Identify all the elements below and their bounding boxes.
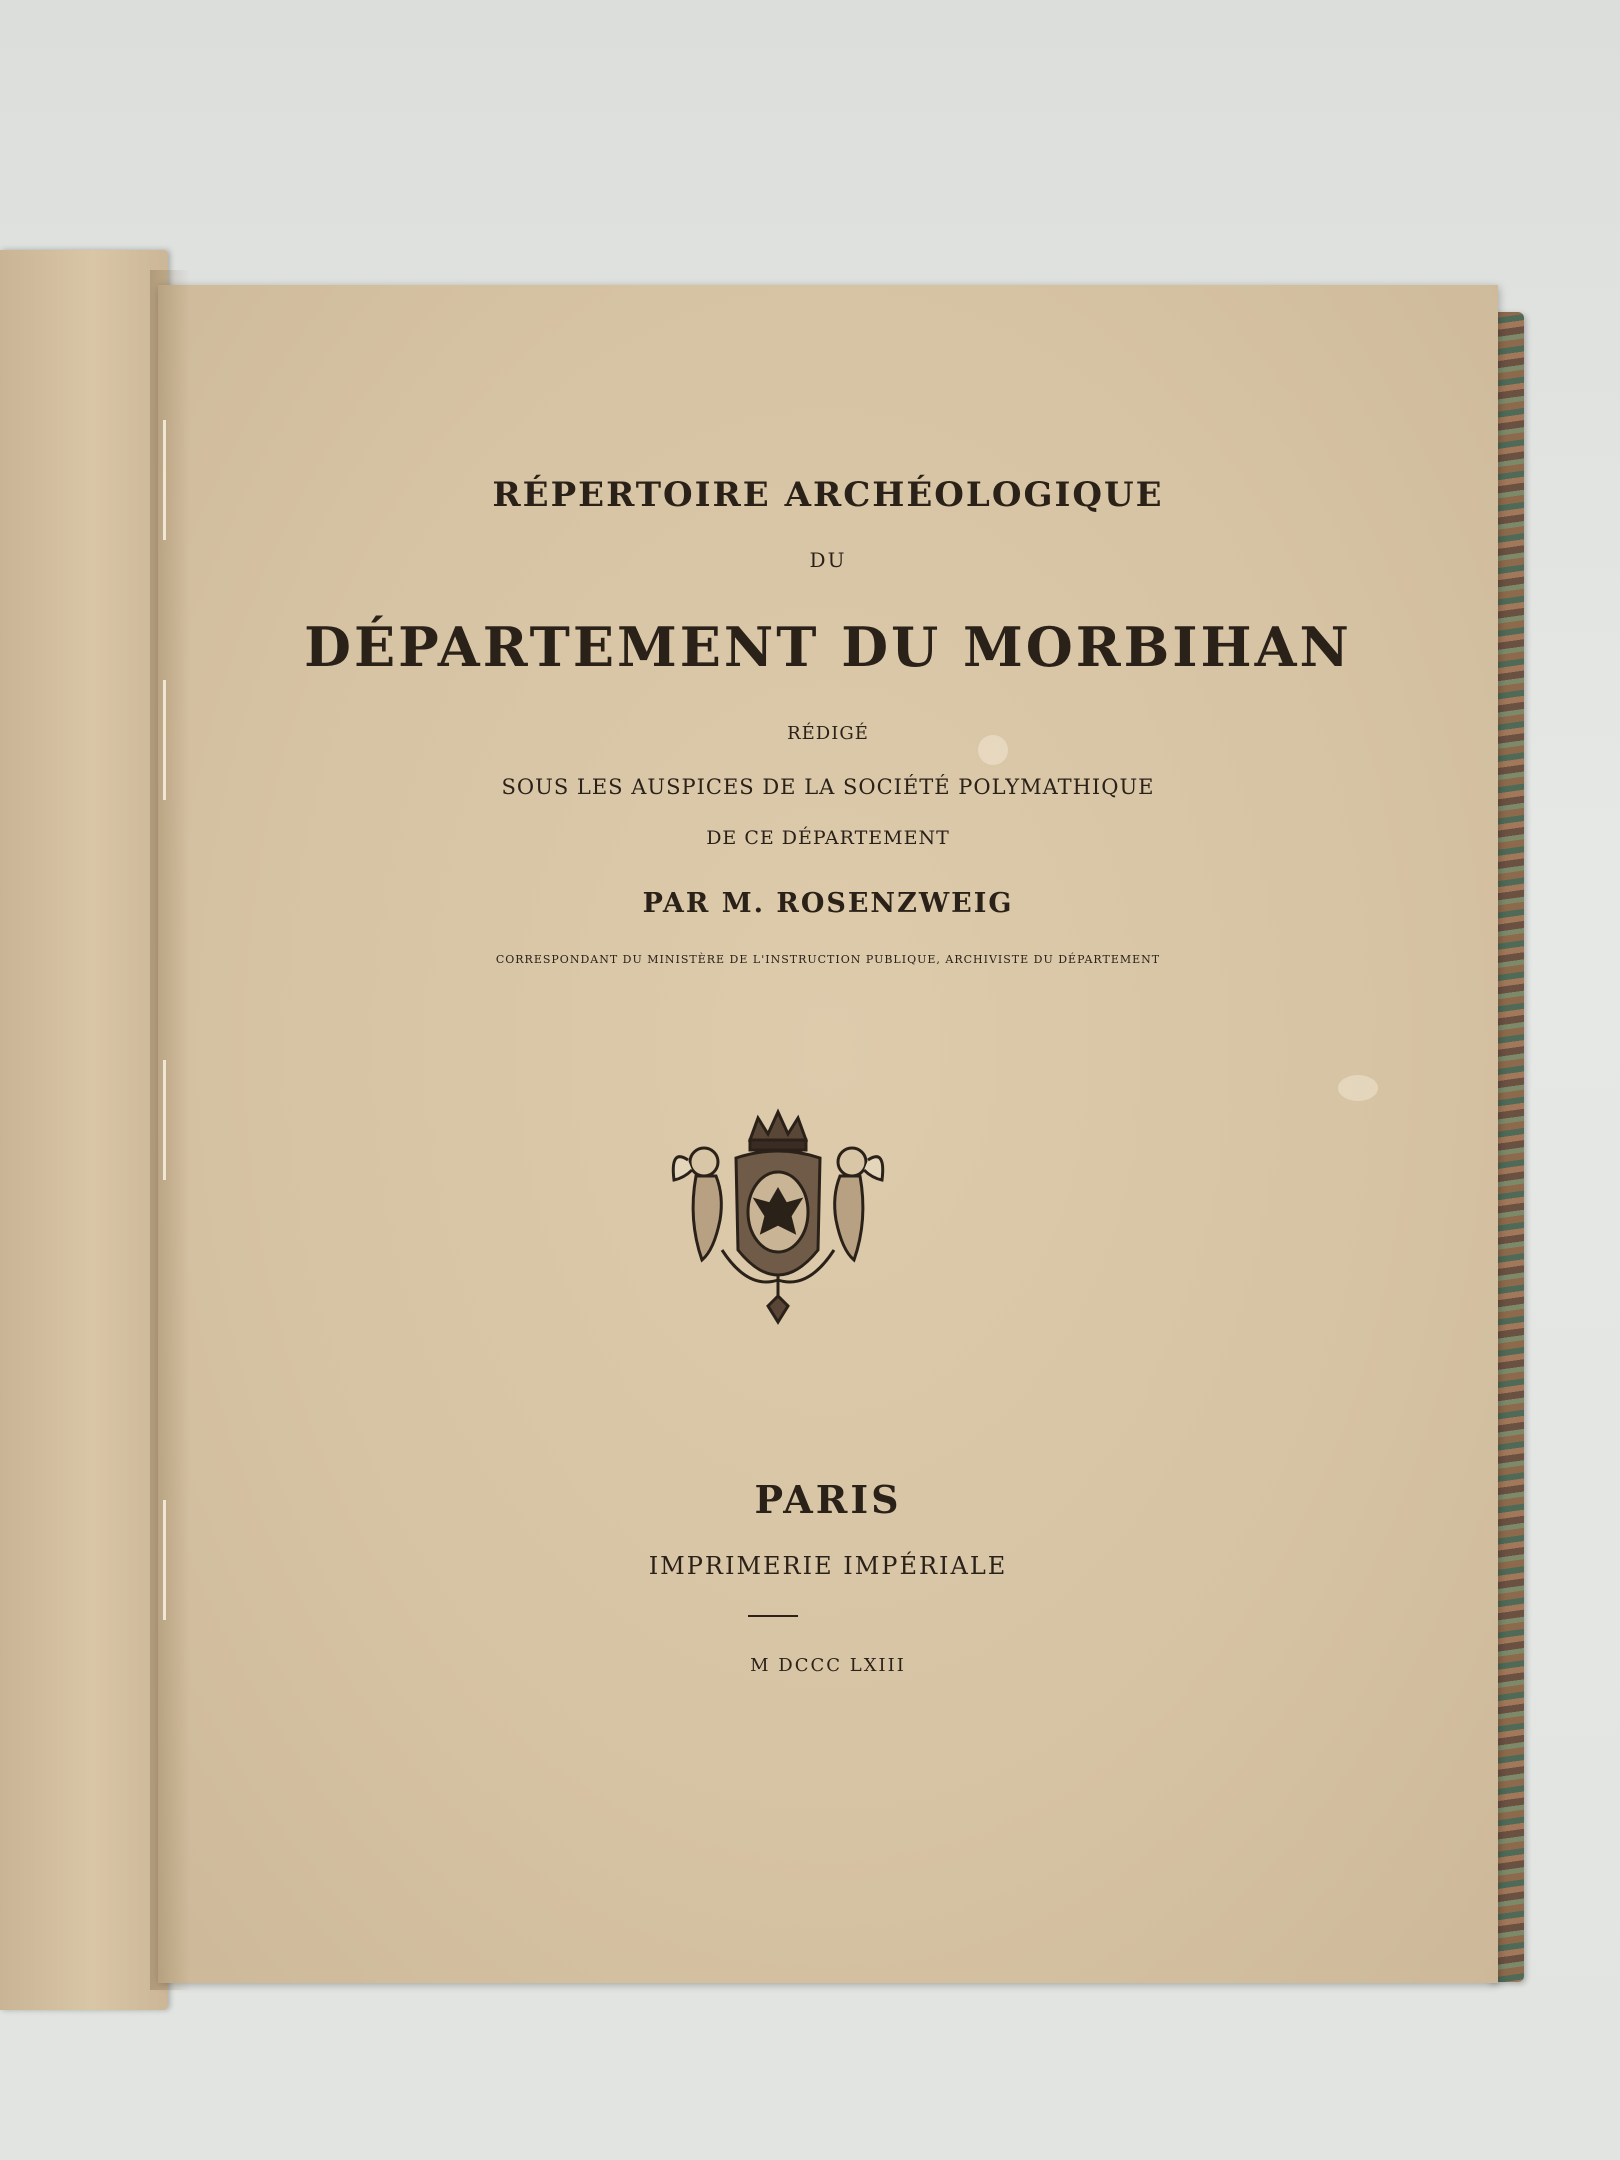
paper-spot (1338, 1075, 1378, 1101)
title-line-repertoire: RÉPERTOIRE ARCHÉOLOGIQUE (492, 475, 1164, 515)
city-line: PARIS (754, 1477, 902, 1522)
departement-line: DE CE DÉPARTEMENT (706, 827, 950, 849)
printer-line: IMPRIMERIE IMPÉRIALE (648, 1552, 1008, 1580)
binding-stitch (163, 1060, 166, 1180)
redige-line: RÉDIGÉ (787, 723, 869, 744)
title-page (158, 285, 1498, 1983)
title-line-du: DU (809, 548, 847, 572)
main-title: DÉPARTEMENT DU MORBIHAN (304, 615, 1352, 679)
left-page (0, 250, 168, 2010)
binding-stitch (163, 420, 166, 540)
imperial-coat-of-arms-emblem (658, 1100, 898, 1340)
auspices-line: SOUS LES AUSPICES DE LA SOCIÉTÉ POLYMATHIQUE (501, 775, 1155, 799)
author-title-line: CORRESPONDANT DU MINISTÈRE DE L'INSTRUCTION PUBLIQUE, ARCHIVISTE DU DÉPARTEMENT (495, 953, 1161, 966)
author-line: PAR M. ROSENZWEIG (642, 888, 1014, 919)
page-gutter-shadow (150, 270, 190, 1990)
divider-rule (748, 1615, 798, 1617)
binding-stitch (163, 1500, 166, 1620)
year-line: M DCCC LXIII (750, 1655, 906, 1676)
binding-stitch (163, 680, 166, 800)
